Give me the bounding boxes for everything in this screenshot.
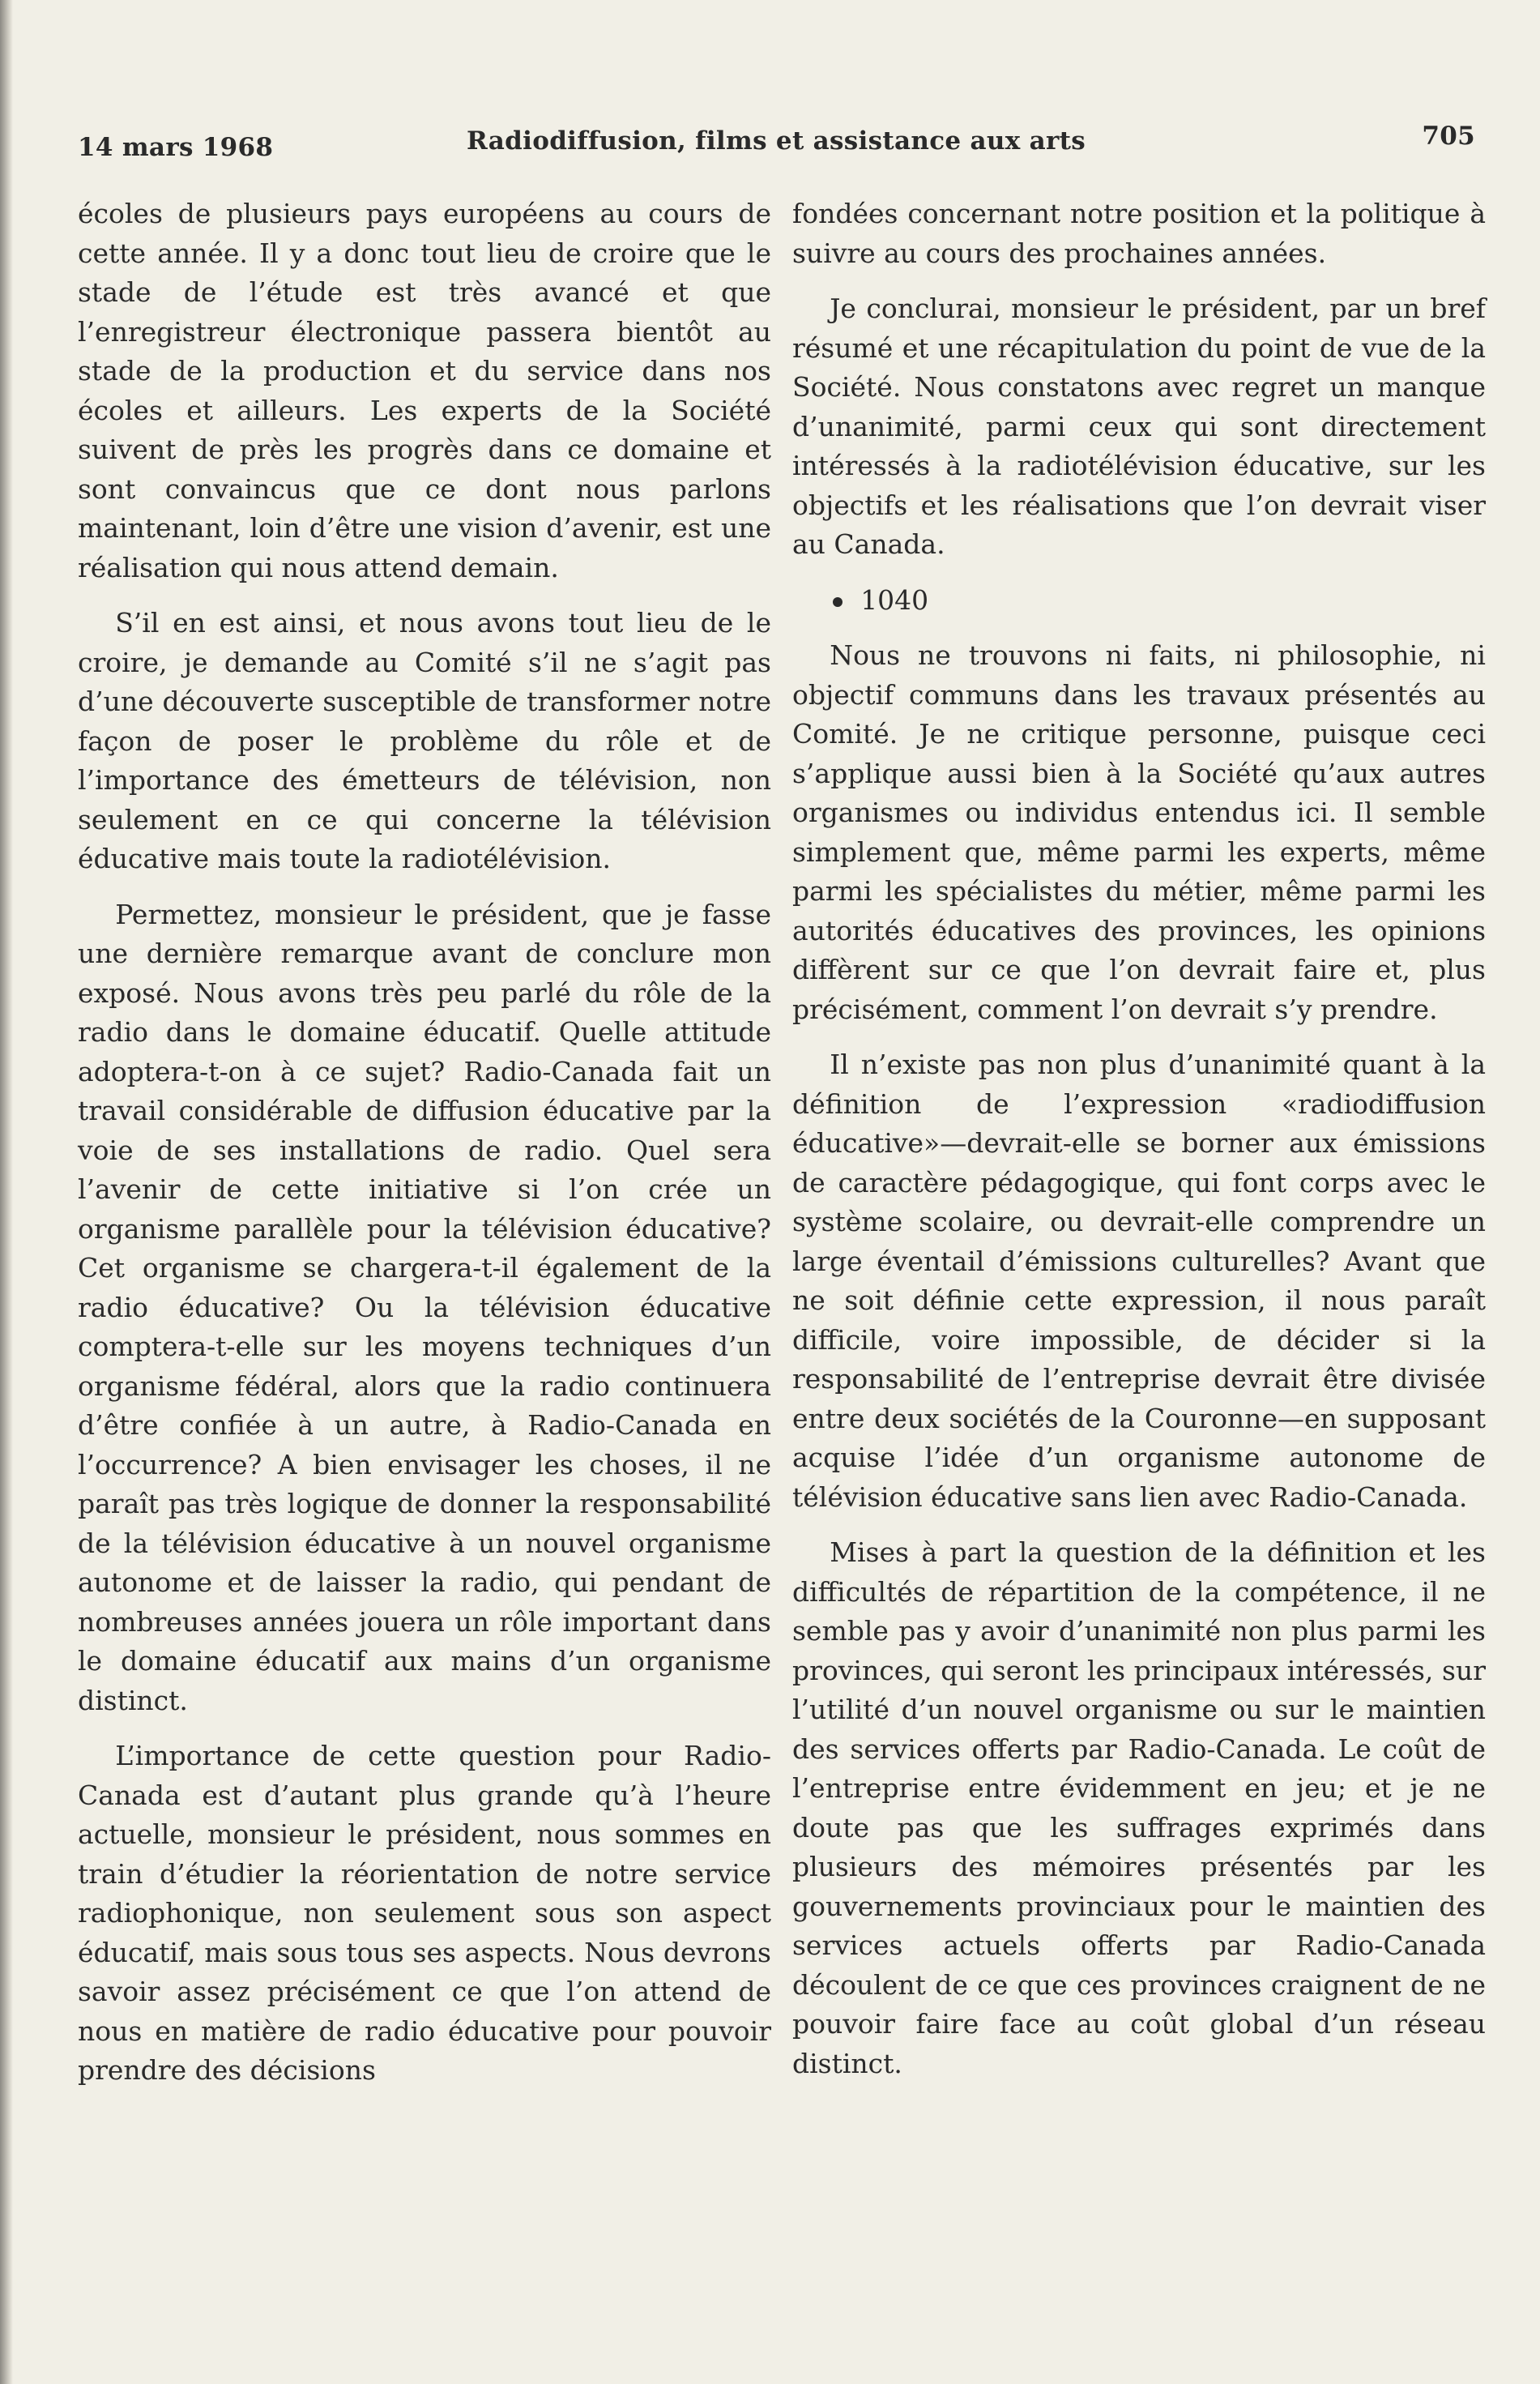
time-marker-label: 1040 (860, 583, 929, 616)
page-binding-edge (0, 0, 13, 2384)
bullet-icon (833, 597, 843, 607)
paragraph: Il n’existe pas non plus d’unanimité quant à la définition de l’expression «radiodiffusion éducative»—devrait-elle se borner aux émissions de caractère pédagogique, qui font corps avec le système scolaire, ou devrait-elle comprendre un large éventail d’émissions culturelles? Avant que ne soit définie cette expression, il nous paraît difficile, voire impossible, de décider si la responsabilité de l’entreprise devrait être divisée entre deux sociétés de la Couronne—en supposant acquise l’idée d’un organisme autonome de télévision éducative sans lien avec Radio-Canada. (792, 1049, 1486, 1513)
paragraph: écoles de plusieurs pays européens au cours de cette année. Il y a donc tout lieu de croire que le stade de l’étude est très avancé et que l’enregistreur électronique passera bientôt au stade de la production et du service dans nos écoles et ailleurs. Les experts de la Société suivent de près les progrès dans ce domaine et sont convaincus que ce dont nous parlons maintenant, loin d’être une vision d’avenir, est une réalisation qui nous attend demain. (78, 198, 771, 583)
paragraph: Permettez, monsieur le président, que je fasse une dernière remarque avant de conclure mon exposé. Nous avons très peu parlé du rôle de la radio dans le domaine éducatif. Quelle attitude adoptera-t-on à ce sujet? Radio-Canada fait un travail considérable de diffusion éducative par la voie de ses installations de radio. Quel sera l’avenir de cette initiative si l’on crée un organisme parallèle pour la télévision éducative? Cet organisme se chargera-t-il également de la radio éducative? Ou la télévision éducative comptera-t-elle sur les moyens techniques d’un organisme fédéral, alors que la radio continuera d’être confiée à un autre, à Radio-Canada en l’occurrence? A bien envisager les choses, il ne paraît pas très logique de donner la responsabilité de la télévision éducative à un nouvel organisme autonome et de laisser la radio, qui pendant de nombreuses années jouera un rôle important dans le domaine éducatif aux mains d’un organisme distinct. (78, 898, 771, 1716)
running-title: Radiodiffusion, films et assistance aux arts (467, 126, 1086, 156)
right-column (792, 194, 1486, 2100)
page-number: 705 (1422, 122, 1475, 151)
time-marker (792, 581, 1486, 621)
paragraph: Mises à part la question de la définition et les difficultés de répartition de la compétence, il ne semble pas y avoir d’unanimité non plus parmi les provinces, qui seront les principaux intéressés, sur l’utilité d’un nouvel organisme ou sur le maintien des services offerts par Radio-Canada. Le coût de l’entreprise entre évidemment en jeu; et je ne doute pas que les suffrages exprimés dans plusieurs des mémoires présentés par les gouvernements provinciaux pour le maintien des services actuels offerts par Radio-Canada découlent de ce que ces provinces craignent de ne pouvoir faire face au coût global d’un réseau distinct. (792, 1536, 1486, 2079)
paragraph: L’importance de cette question pour Radio-Canada est d’autant plus grande qu’à l’heure actuelle, monsieur le président, nous sommes en train d’étudier la réorientation de notre service radiophonique, non seulement sous son aspect éducatif, mais sous tous ses aspects. Nous devrons savoir assez précisément ce que l’on attend de nous en matière de radio éducative pour pouvoir prendre des décisions (78, 1740, 771, 2086)
paragraph: S’il en est ainsi, et nous avons tout lieu de le croire, je demande au Comité s’il ne s’agit pas d’une découverte susceptible de transformer notre façon de poser le problème du rôle et de l’importance des émetteurs de télévision, non seulement en ce qui concerne la télévision éducative mais toute la radiotélévision. (78, 607, 771, 874)
left-column (78, 194, 771, 2107)
paragraph: fondées concernant notre position et la politique à suivre au cours des prochaines années. (792, 198, 1486, 269)
paragraph: Je conclurai, monsieur le président, par un bref résumé et une récapitulation du point de vue de la Société. Nous constatons avec regret un manque d’unanimité, parmi ceux qui sont directement intéressés à la radiotélévision éducative, sur les objectifs et les réalisations que l’on devrait viser au Canada. (792, 293, 1486, 560)
header-date: 14 mars 1968 (78, 133, 274, 162)
paragraph: Nous ne trouvons ni faits, ni philosophie, ni objectif communs dans les travaux présentés au Comité. Je ne critique personne, puisque ceci s’applique aussi bien à la Société qu’aux autres organismes ou individus entendus ici. Il semble simplement que, même parmi les experts, même parmi les spécialistes du métier, même parmi les autorités éducatives des provinces, les opinions diffèrent sur ce que l’on devrait faire et, plus précisément, comment l’on devrait s’y prendre. (792, 639, 1486, 1025)
page-header (78, 122, 1475, 170)
